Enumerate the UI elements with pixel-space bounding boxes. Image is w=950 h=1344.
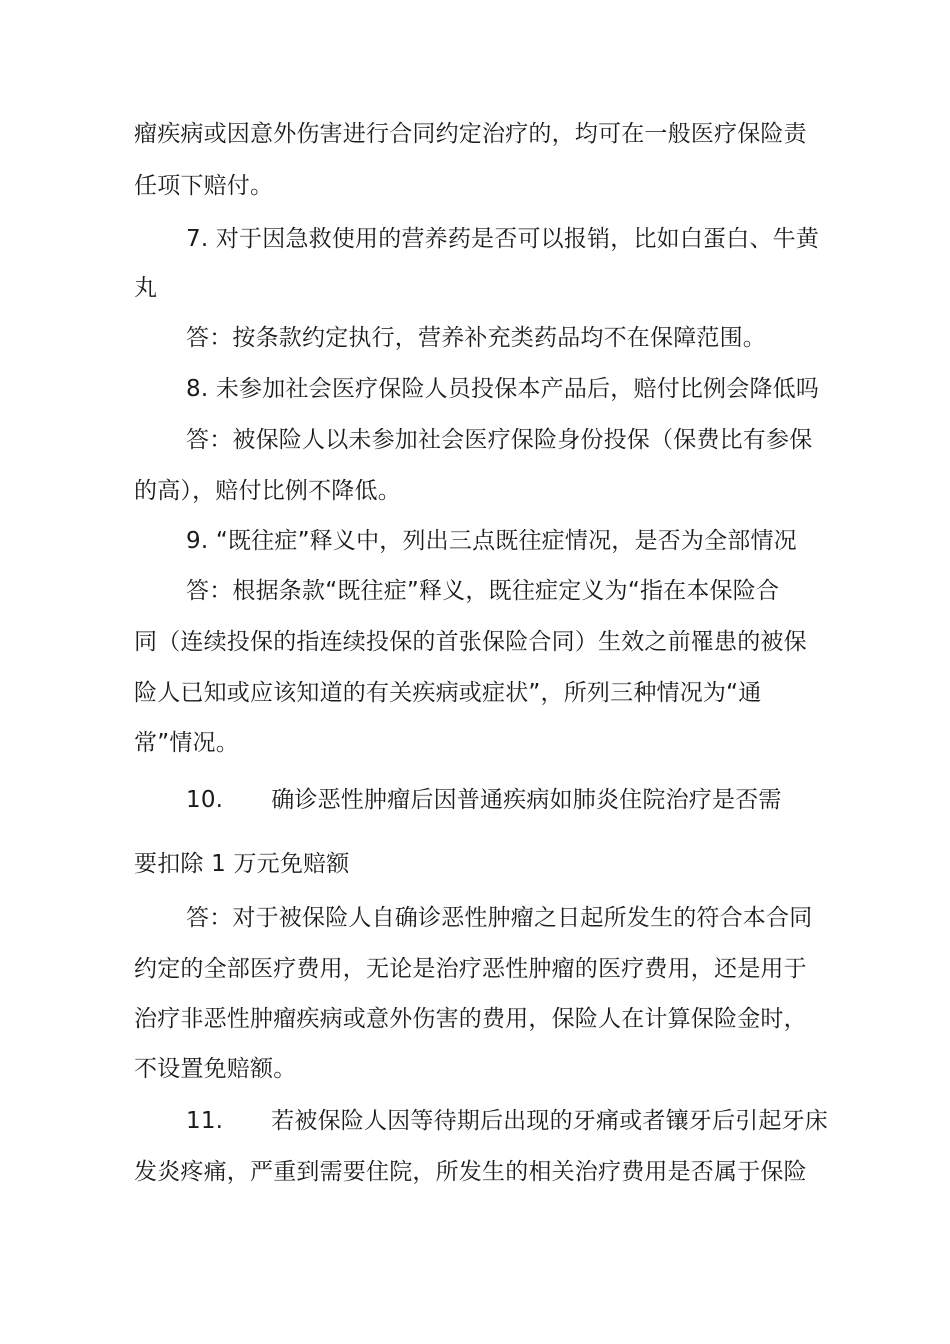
answer-7: 答：按条款约定执行，营养补充类药品均不在保障范围。: [186, 325, 766, 351]
text-line: 常”情况。: [134, 730, 239, 756]
question-text: 确诊恶性肿瘤后因普通疾病如肺炎住院治疗是否需: [271, 787, 782, 813]
text-line: 不设置免赔额。: [134, 1056, 297, 1082]
text-line: 的高），赔付比例不降低。: [134, 478, 401, 504]
question-number: 11.: [186, 1108, 224, 1134]
text-line: 任项下赔付。: [134, 173, 274, 199]
answer-10: 答：对于被保险人自确诊恶性肿瘤之日起所发生的符合本合同: [186, 905, 813, 931]
text-line: 同（连续投保的指连续投保的首张保险合同）生效之前罹患的被保: [134, 629, 807, 655]
text-line: 要扣除 1 万元免赔额: [134, 851, 350, 877]
text-line: 治疗非恶性肿瘤疾病或意外伤害的费用，保险人在计算保险金时，: [134, 1006, 807, 1032]
answer-9: 答：根据条款“既往症”释义，既往症定义为“指在本保险合: [186, 578, 780, 604]
question-text: 若被保险人因等待期后出现的牙痛或者镶牙后引起牙床: [271, 1108, 828, 1134]
question-11: [186, 1105, 876, 1137]
text-line: 丸: [134, 275, 158, 301]
question-7: 7. 对于因急救使用的营养药是否可以报销，比如白蛋白、牛黄: [186, 226, 820, 252]
text-line: 瘤疾病或因意外伤害进行合同约定治疗的，均可在一般医疗保险责: [134, 121, 807, 147]
text-line: 发炎疼痛，严重到需要住院，所发生的相关治疗费用是否属于保险: [134, 1159, 807, 1185]
question-10: [186, 784, 876, 816]
answer-8: 答：被保险人以未参加社会医疗保险身份投保（保费比有参保: [186, 427, 813, 453]
text-line: 约定的全部医疗费用，无论是治疗恶性肿瘤的医疗费用，还是用于: [134, 956, 807, 982]
question-number: 10.: [186, 787, 224, 813]
text-line: 险人已知或应该知道的有关疾病或症状”，所列三种情况为“通: [134, 680, 762, 706]
question-9: 9. “既往症”释义中，列出三点既往症情况，是否为全部情况: [186, 528, 797, 554]
question-8: 8. 未参加社会医疗保险人员投保本产品后，赔付比例会降低吗: [186, 376, 820, 402]
